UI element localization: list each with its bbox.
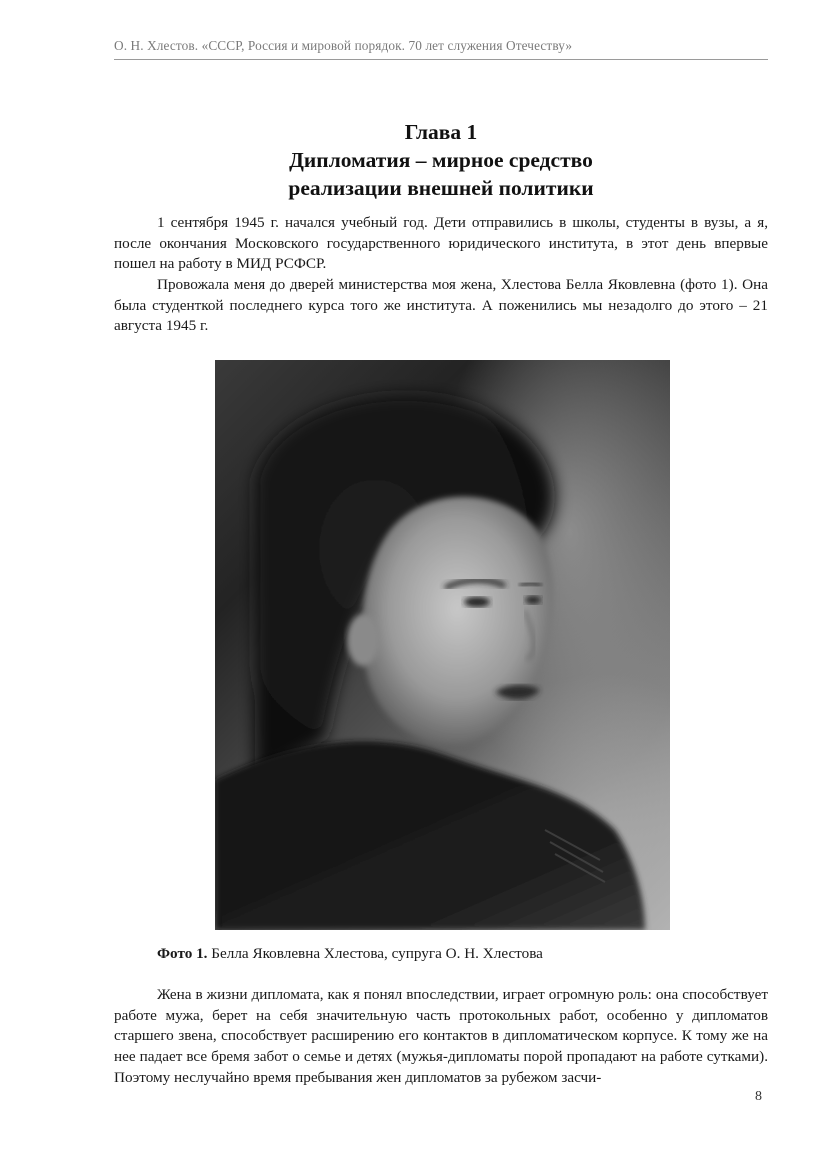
caption-text: Белла Яковлевна Хлестова, супруга О. Н. Хлестова (207, 945, 543, 962)
paragraph-block-2 (114, 275, 768, 337)
chapter-title-line-2: реализации внешней политики (288, 176, 594, 200)
paragraph-2: Провожала меня до дверей министерства моя жена, Хлестова Белла Яковлевна (фото 1). Она была студенткой последнего курса того же института. А поженились мы незадолго до этого – 21 августа 1945 г. (114, 276, 768, 335)
chapter-title (114, 118, 768, 202)
chapter-title-line-1: Дипломатия – мирное средство (289, 148, 593, 172)
chapter-number: Глава 1 (404, 120, 478, 144)
photo-caption (157, 945, 543, 963)
portrait-image-icon (215, 360, 670, 930)
paragraph-block-3 (114, 985, 768, 1089)
paragraph-3: Жена в жизни дипломата, как я понял впоследствии, играет огромную роль: она способствует работе мужа, берет на себя значительную часть протокольных работ, особенно у дипломатов старшего звена, способствует расширению его контактов в дипломатическом корпусе. К тому же на нее падает все бремя забот о семье и детях (мужья-дипломаты порой пропадают на работе сутками). Поэтому неслучайно время пребывания жен дипломатов за рубежом засчи- (114, 986, 768, 1086)
running-header: О. Н. Хлестов. «СССР, Россия и мировой порядок. 70 лет служения Отечеству» (114, 38, 573, 53)
caption-label: Фото 1. (157, 945, 208, 962)
paragraph-1: 1 сентября 1945 г. начался учебный год. Дети отправились в школы, студенты в вузы, а я, после окончания Московского государственного юридического института, в этот день впервые пошел на работу в МИД РСФСР. (114, 214, 768, 273)
page-number: 8 (755, 1089, 762, 1104)
portrait-photo (215, 360, 670, 930)
header-rule (114, 59, 768, 60)
paragraph-block-1 (114, 213, 768, 275)
